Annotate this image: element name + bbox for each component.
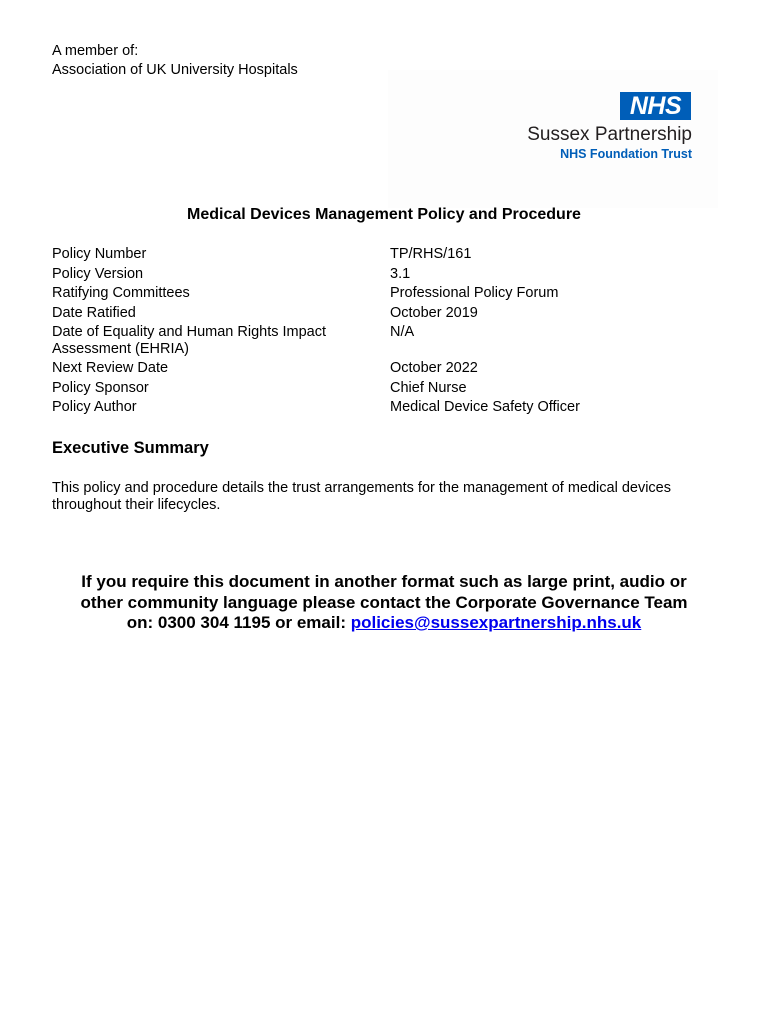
document-title: Medical Devices Management Policy and Procedure [187, 206, 581, 223]
meta-value: TP/RHS/161 [390, 246, 472, 262]
meta-label: Next Review Date [52, 360, 169, 376]
association-name: Association of UK University Hospitals [52, 62, 298, 78]
meta-label: Policy Version [52, 265, 144, 282]
meta-row-policy-author [52, 399, 732, 419]
notice-line-1: If you require this document in another format such as large print, audio or [81, 572, 687, 591]
nhs-trust-logo [388, 70, 718, 208]
meta-label: Ratifying Committees [52, 285, 190, 301]
meta-row-policy-sponsor [52, 380, 732, 400]
meta-row-policy-version [52, 266, 732, 286]
trust-name: Sussex Partnership [527, 124, 692, 145]
notice-contact-prefix: on: 0300 304 1195 or email: [126, 613, 351, 632]
executive-summary-text: This policy and procedure details the trust arrangements for the management of medical devices throughout their lifecycles. [52, 480, 671, 513]
meta-label: Date of Equality and Human Rights Impact Assessment (EHRIA) [52, 324, 327, 357]
membership-note [52, 42, 298, 80]
meta-row-next-review-date [52, 360, 732, 380]
meta-value: Chief Nurse [390, 379, 467, 396]
meta-label: Policy Number [52, 246, 147, 262]
notice-line-3 [30, 613, 738, 634]
meta-row-ehria-date [52, 324, 732, 360]
nhs-logo-badge: NHS [620, 92, 691, 120]
trust-subtitle: NHS Foundation Trust [560, 147, 692, 161]
meta-value: October 2022 [390, 360, 478, 376]
meta-value: Professional Policy Forum [390, 285, 559, 301]
policies-email-link[interactable]: policies@sussexpartnership.nhs.uk [350, 613, 642, 632]
meta-row-policy-number [52, 246, 732, 266]
alternative-format-notice [30, 572, 738, 634]
meta-value: October 2019 [390, 304, 478, 321]
policy-details-table [52, 246, 732, 419]
meta-value: Medical Device Safety Officer [390, 399, 580, 415]
member-of-label: A member of: [52, 43, 139, 59]
meta-row-ratifying-committees [52, 285, 732, 305]
notice-line-2: other community language please contact the Corporate Governance Team [80, 592, 688, 612]
executive-summary-heading: Executive Summary [52, 439, 209, 457]
meta-label: Policy Sponsor [52, 379, 149, 396]
meta-label: Policy Author [52, 399, 137, 415]
meta-row-date-ratified [52, 305, 732, 325]
meta-value: N/A [390, 324, 415, 340]
meta-value: 3.1 [390, 265, 411, 282]
meta-label: Date Ratified [52, 304, 136, 321]
